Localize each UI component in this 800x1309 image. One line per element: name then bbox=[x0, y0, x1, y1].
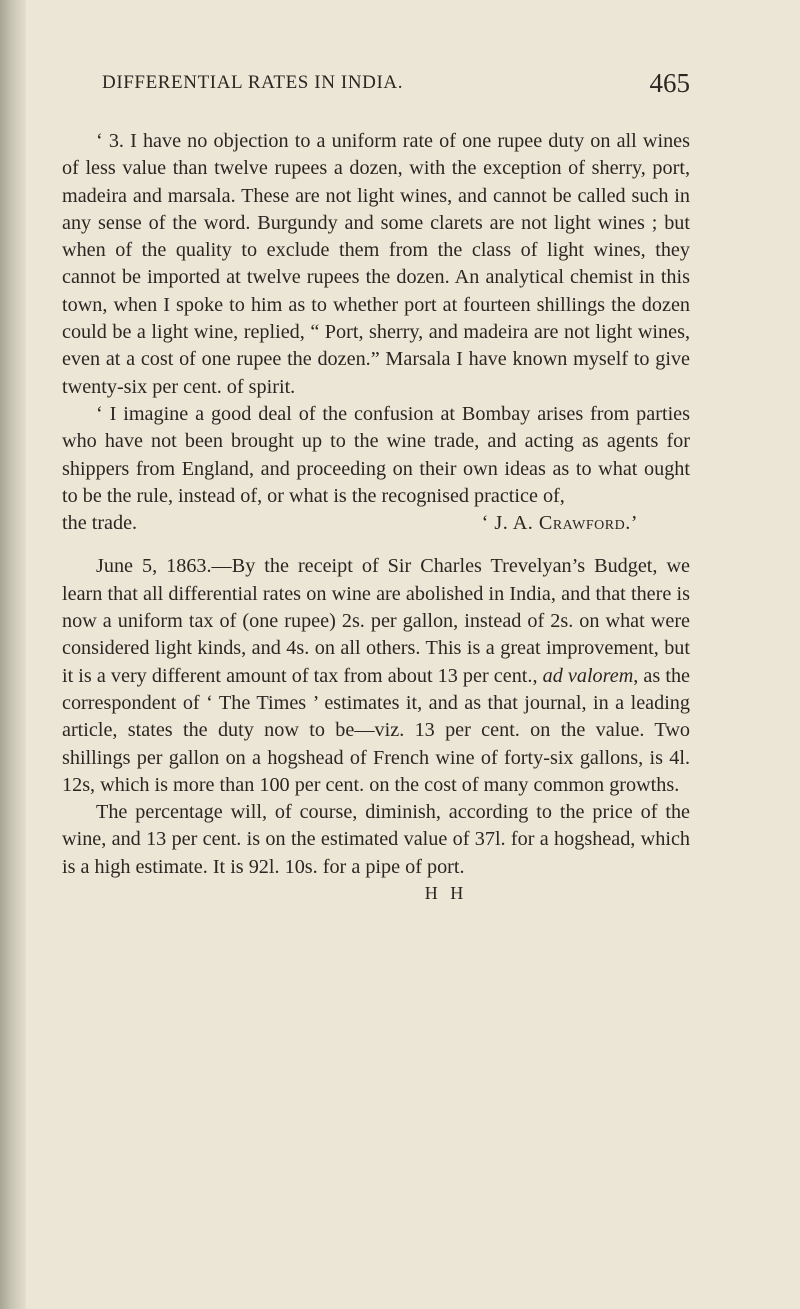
page-header bbox=[62, 68, 690, 106]
paragraph-june-1863 bbox=[62, 553, 690, 799]
page-number: 465 bbox=[649, 68, 690, 98]
paragraph-last-words: the trade. bbox=[62, 512, 138, 535]
paragraph-june-text-a: June 5, 1863.—By the receipt of Sir Charles Trevelyan’s Budget, we learn that all differential rates on wine are abolished in India, and that there is now a uniform tax of (one rupee) 2s. per gallon, instead of 2s. on what were considered light kinds, and 4s. on all others. This is a great improvement, but it is a very different amount of tax from about 13 per cent., bbox=[62, 555, 690, 687]
signature-line bbox=[62, 510, 690, 537]
paragraph-june-text-b: , as the correspondent of ‘ The Times ’ estimates it, and as that journal, in a leading article, states the duty now to be—viz. 13 per cent. on the value. Two shillings per gallon on a hogshead of French wine of forty-six gallons, is 4l. 12s, which is more than 100 per cent. on the cost of many common growths. bbox=[62, 664, 691, 796]
paragraph-quote-3: ‘ 3. I have no objection to a uniform rate of one rupee duty on all wines of less value than twelve rupees a dozen, with the exception of sherry, port, madeira and marsala. These are not light wines, and cannot be called such in any sense of the word. Burgundy and some clarets are not light wines ; but when of the quality to exclude them from the class of light wines, they cannot be imported at twelve rupees the dozen. An analytical chemist in this town, when I spoke to him as to whether port at fourteen shillings the dozen could be a light wine, replied, “ Port, sherry, and madeira are not light wines, even at a cost of one rupee the dozen.” Marsala I have known myself to give twenty-six per cent. of spirit. bbox=[62, 130, 690, 398]
signature-mark: H H bbox=[424, 883, 468, 904]
running-head: DIFFERENTIAL RATES IN INDIA. bbox=[102, 72, 404, 93]
book-page bbox=[62, 68, 691, 904]
binding-gutter bbox=[0, 0, 26, 1309]
paragraph-quote-bombay-text: ‘ I imagine a good deal of the confusion at Bombay arises from parties who have not been brought up to the wine trade, and acting as agents for shippers from England, and proceeding on their own ideas as to what ought to be the rule, instead of, or what is the recognised practice of, bbox=[62, 402, 690, 507]
latin-phrase: ad valorem bbox=[542, 664, 634, 687]
paragraph-percentage: The percentage will, of course, diminish, according to the price of the wine, and 13 per cent. is on the estimated value of 37l. for a hogshead, which is a high estimate. It is 92l. 10s. for a pipe of port. bbox=[62, 801, 690, 878]
paragraph-quote-bombay bbox=[62, 401, 690, 510]
signature: ‘ J. A. Crawford.’ bbox=[481, 512, 638, 535]
